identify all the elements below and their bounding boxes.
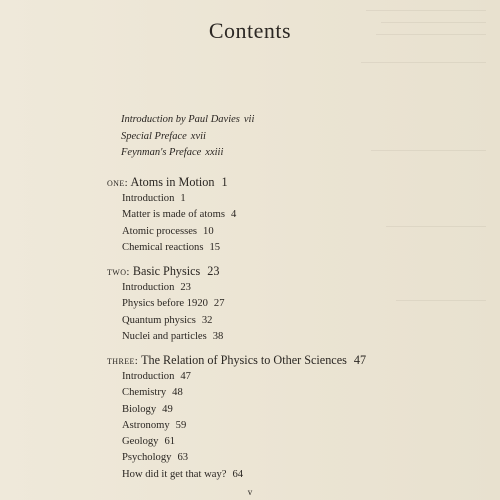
section-entry (122, 207, 236, 223)
chapter-number: one: (107, 177, 129, 189)
section-title: Psychology (122, 452, 172, 464)
chapter-title: The Relation of Physics to Other Sciences (141, 353, 347, 367)
section-entry (122, 240, 236, 256)
section-page: 23 (180, 282, 191, 293)
section-title: Quantum physics (122, 314, 196, 326)
section-title: Biology (122, 403, 157, 415)
section-title: Introduction (122, 371, 175, 382)
prelim-page: vii (243, 114, 255, 125)
section-entry (122, 369, 243, 385)
chapter-heading (107, 175, 228, 190)
preliminaries-list (121, 112, 254, 162)
chapter-number: two: (107, 266, 130, 278)
chapter-number: three: (107, 355, 139, 367)
section-title: Matter is made of atoms (122, 209, 225, 221)
prelim-entry (121, 145, 254, 162)
section-page: 38 (212, 330, 224, 342)
chapter-page: 47 (353, 353, 367, 367)
section-entry (122, 402, 243, 418)
section-page: 61 (164, 436, 176, 448)
section-title: Physics before 1920 (122, 298, 208, 310)
show-through-line (371, 150, 486, 151)
section-list (122, 191, 236, 256)
show-through-line (386, 226, 486, 227)
section-entry (122, 418, 243, 434)
section-page: 1 (180, 193, 186, 204)
section-entry (122, 329, 225, 345)
section-title: How did it get that way? (122, 468, 227, 480)
section-title: Atomic processes (122, 225, 198, 237)
section-list (122, 369, 243, 483)
prelim-page: xxiii (205, 147, 224, 158)
page-title: Contents (208, 18, 292, 43)
section-entry (122, 434, 243, 450)
section-page: 64 (232, 468, 244, 480)
show-through-line (366, 10, 486, 11)
section-page: 48 (172, 387, 183, 399)
section-entry (122, 313, 225, 329)
section-title: Geology (122, 436, 159, 448)
section-title: Chemical reactions (122, 241, 204, 253)
chapter-heading (107, 353, 366, 368)
prelim-title: Special Preface (121, 130, 187, 142)
section-entry (122, 450, 243, 466)
chapter-title: Basic Physics (132, 264, 201, 278)
section-page: 59 (175, 419, 187, 431)
section-title: Introduction (122, 282, 175, 293)
prelim-entry (121, 112, 254, 129)
section-title: Astronomy (122, 419, 170, 431)
page-folio: v (247, 487, 253, 497)
section-entry (122, 191, 236, 207)
section-page: 27 (213, 298, 225, 310)
section-entry (122, 280, 225, 296)
prelim-page: xvii (190, 130, 206, 142)
chapter-page: 1 (221, 175, 228, 189)
section-title: Chemistry (122, 387, 167, 399)
section-entry (122, 296, 225, 312)
section-page: 10 (203, 225, 214, 237)
section-entry (122, 385, 243, 401)
section-page: 47 (180, 371, 191, 382)
prelim-entry (121, 129, 254, 146)
chapter-heading (107, 264, 219, 279)
chapter-title: Atoms in Motion (130, 175, 215, 189)
section-title: Introduction (122, 193, 175, 204)
show-through-line (361, 62, 486, 63)
show-through-line (396, 300, 486, 301)
prelim-title: Feynman's Preface (121, 147, 202, 158)
prelim-title: Introduction by Paul Davies (121, 114, 240, 125)
section-entry (122, 224, 236, 240)
section-page: 63 (177, 452, 189, 464)
section-page: 32 (201, 314, 213, 326)
section-page: 4 (230, 209, 237, 221)
section-list (122, 280, 225, 345)
chapter-page: 23 (207, 264, 220, 278)
section-page: 49 (162, 403, 173, 415)
section-entry (122, 467, 243, 483)
section-page: 15 (209, 241, 221, 253)
section-title: Nuclei and particles (122, 330, 207, 342)
